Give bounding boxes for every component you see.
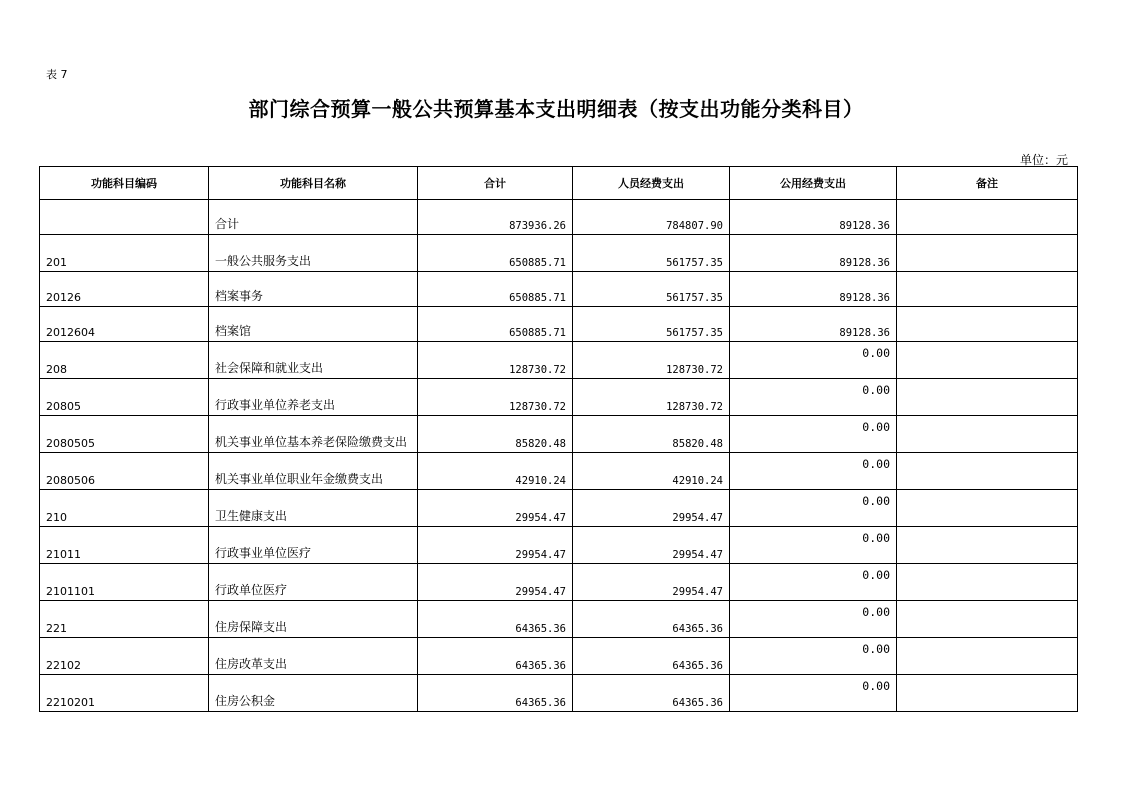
row-note bbox=[897, 453, 1078, 490]
row-personnel: 29954.47 bbox=[573, 527, 730, 564]
row-note bbox=[897, 638, 1078, 675]
row-public: 0.00 bbox=[730, 342, 897, 379]
row-name: 档案馆 bbox=[209, 307, 418, 342]
row-personnel: 128730.72 bbox=[573, 342, 730, 379]
table-row bbox=[40, 235, 1078, 272]
row-personnel: 29954.47 bbox=[573, 564, 730, 601]
row-code: 2101101 bbox=[40, 564, 209, 601]
row-public: 0.00 bbox=[730, 601, 897, 638]
row-code: 201 bbox=[40, 235, 209, 272]
row-personnel: 784807.90 bbox=[573, 200, 730, 235]
row-code: 2012604 bbox=[40, 307, 209, 342]
row-public: 0.00 bbox=[730, 453, 897, 490]
row-code: 210 bbox=[40, 490, 209, 527]
row-total: 128730.72 bbox=[418, 379, 573, 416]
row-name: 机关事业单位职业年金缴费支出 bbox=[209, 453, 418, 490]
row-public: 0.00 bbox=[730, 675, 897, 712]
row-public: 0.00 bbox=[730, 564, 897, 601]
row-public: 0.00 bbox=[730, 379, 897, 416]
row-personnel: 128730.72 bbox=[573, 379, 730, 416]
row-name: 机关事业单位基本养老保险缴费支出 bbox=[209, 416, 418, 453]
row-total: 650885.71 bbox=[418, 235, 573, 272]
row-total: 42910.24 bbox=[418, 453, 573, 490]
row-name: 卫生健康支出 bbox=[209, 490, 418, 527]
row-total: 64365.36 bbox=[418, 638, 573, 675]
row-name: 住房改革支出 bbox=[209, 638, 418, 675]
row-total: 650885.71 bbox=[418, 307, 573, 342]
row-total: 873936.26 bbox=[418, 200, 573, 235]
row-personnel: 64365.36 bbox=[573, 675, 730, 712]
row-note bbox=[897, 235, 1078, 272]
row-note bbox=[897, 272, 1078, 307]
table-row bbox=[40, 453, 1078, 490]
row-note bbox=[897, 564, 1078, 601]
column-header-personnel: 人员经费支出 bbox=[573, 167, 730, 200]
row-public: 0.00 bbox=[730, 527, 897, 564]
row-name: 合计 bbox=[209, 200, 418, 235]
page-title: 部门综合预算一般公共预算基本支出明细表（按支出功能分类科目） bbox=[248, 97, 864, 121]
row-code: 20126 bbox=[40, 272, 209, 307]
row-note bbox=[897, 307, 1078, 342]
row-note bbox=[897, 200, 1078, 235]
row-personnel: 64365.36 bbox=[573, 601, 730, 638]
row-total: 29954.47 bbox=[418, 527, 573, 564]
column-header-code: 功能科目编码 bbox=[40, 167, 209, 200]
row-note bbox=[897, 675, 1078, 712]
row-personnel: 42910.24 bbox=[573, 453, 730, 490]
row-name: 行政事业单位养老支出 bbox=[209, 379, 418, 416]
table-row bbox=[40, 638, 1078, 675]
row-name: 住房保障支出 bbox=[209, 601, 418, 638]
row-public: 0.00 bbox=[730, 416, 897, 453]
row-code: 208 bbox=[40, 342, 209, 379]
column-header-name: 功能科目名称 bbox=[209, 167, 418, 200]
row-name: 行政单位医疗 bbox=[209, 564, 418, 601]
row-personnel: 64365.36 bbox=[573, 638, 730, 675]
table-row bbox=[40, 416, 1078, 453]
table-row bbox=[40, 307, 1078, 342]
row-name: 档案事务 bbox=[209, 272, 418, 307]
table-row bbox=[40, 601, 1078, 638]
column-header-total: 合计 bbox=[418, 167, 573, 200]
row-total: 85820.48 bbox=[418, 416, 573, 453]
table-row bbox=[40, 200, 1078, 235]
row-code: 2080506 bbox=[40, 453, 209, 490]
row-personnel: 561757.35 bbox=[573, 307, 730, 342]
row-public: 89128.36 bbox=[730, 200, 897, 235]
row-total: 128730.72 bbox=[418, 342, 573, 379]
row-name: 住房公积金 bbox=[209, 675, 418, 712]
row-note bbox=[897, 601, 1078, 638]
table-header-row bbox=[40, 167, 1078, 200]
row-public: 0.00 bbox=[730, 490, 897, 527]
row-public: 89128.36 bbox=[730, 307, 897, 342]
row-public: 0.00 bbox=[730, 638, 897, 675]
row-total: 29954.47 bbox=[418, 490, 573, 527]
row-personnel: 29954.47 bbox=[573, 490, 730, 527]
row-total: 64365.36 bbox=[418, 601, 573, 638]
row-code: 20805 bbox=[40, 379, 209, 416]
row-name: 一般公共服务支出 bbox=[209, 235, 418, 272]
row-note bbox=[897, 490, 1078, 527]
table-row bbox=[40, 675, 1078, 712]
row-code: 221 bbox=[40, 601, 209, 638]
row-code: 21011 bbox=[40, 527, 209, 564]
row-name: 行政事业单位医疗 bbox=[209, 527, 418, 564]
row-total: 64365.36 bbox=[418, 675, 573, 712]
row-note bbox=[897, 527, 1078, 564]
row-name: 社会保障和就业支出 bbox=[209, 342, 418, 379]
table-number: 表 7 bbox=[46, 68, 68, 81]
table-row bbox=[40, 379, 1078, 416]
row-code: 22102 bbox=[40, 638, 209, 675]
table-row bbox=[40, 490, 1078, 527]
row-code: 2080505 bbox=[40, 416, 209, 453]
row-note bbox=[897, 416, 1078, 453]
table-row bbox=[40, 342, 1078, 379]
row-public: 89128.36 bbox=[730, 272, 897, 307]
row-total: 29954.47 bbox=[418, 564, 573, 601]
row-personnel: 561757.35 bbox=[573, 235, 730, 272]
row-code bbox=[40, 200, 209, 235]
column-header-public: 公用经费支出 bbox=[730, 167, 897, 200]
row-public: 89128.36 bbox=[730, 235, 897, 272]
row-personnel: 85820.48 bbox=[573, 416, 730, 453]
row-note bbox=[897, 342, 1078, 379]
row-note bbox=[897, 379, 1078, 416]
table-row bbox=[40, 564, 1078, 601]
row-code: 2210201 bbox=[40, 675, 209, 712]
row-personnel: 561757.35 bbox=[573, 272, 730, 307]
table-row bbox=[40, 527, 1078, 564]
table-row bbox=[40, 272, 1078, 307]
table-body bbox=[40, 200, 1078, 712]
column-header-note: 备注 bbox=[897, 167, 1078, 200]
expenditure-table bbox=[39, 166, 1078, 712]
row-total: 650885.71 bbox=[418, 272, 573, 307]
unit-label: 单位：元 bbox=[1019, 153, 1068, 167]
